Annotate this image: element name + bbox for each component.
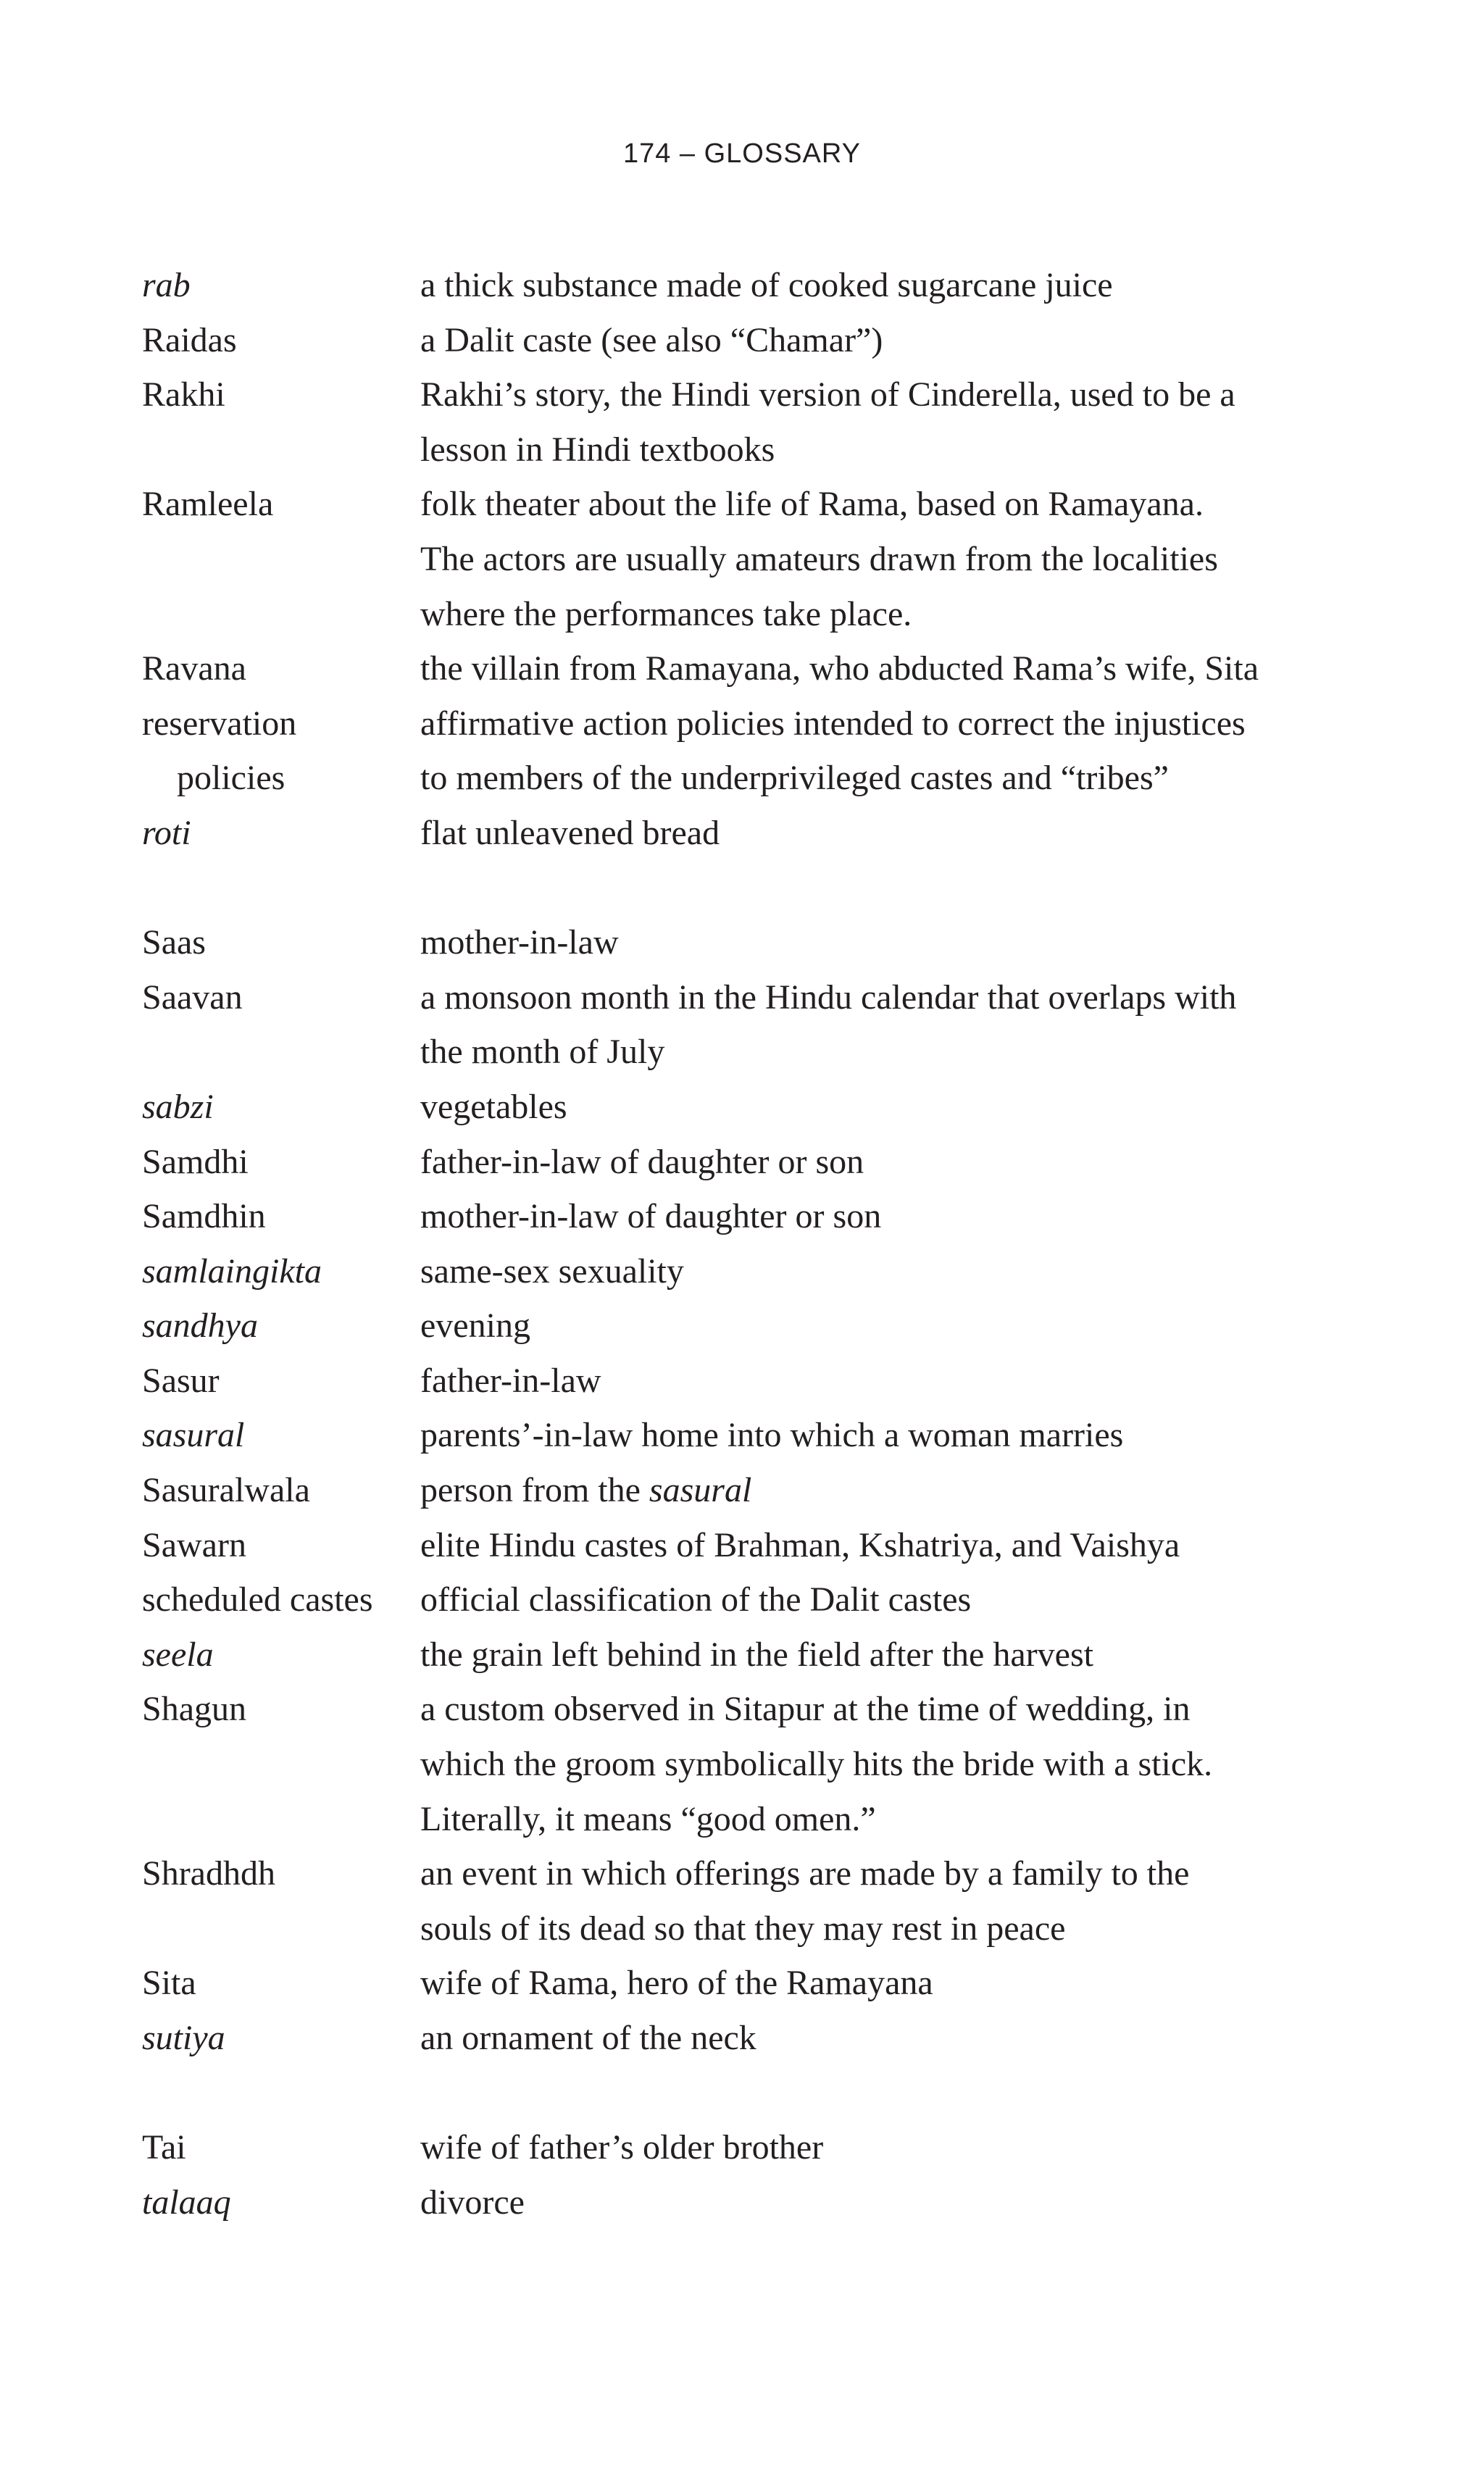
definition-italic-term: sasural	[649, 1471, 752, 1510]
definition-text: a Dalit caste (see also “Chamar”)	[420, 320, 883, 359]
glossary-definition	[420, 1354, 1345, 1409]
definition-text: official classification of the Dalit castes	[420, 1580, 972, 1619]
definition-text: a thick substance made of cooked sugarcane juice	[420, 266, 1113, 304]
definition-line	[420, 313, 1345, 368]
glossary-definition	[420, 1080, 1345, 1135]
definition-text: the grain left behind in the field after the harvest	[420, 1635, 1093, 1674]
glossary-term	[142, 970, 420, 1025]
definition-text: souls of its dead so that they may rest in peace	[420, 1909, 1066, 1948]
glossary-definition	[420, 696, 1345, 806]
glossary-definition	[420, 1682, 1345, 1846]
definition-text: Rakhi’s story, the Hindi version of Cinderella, used to be a	[420, 375, 1235, 414]
definition-line	[420, 696, 1345, 751]
glossary-term-text: Saas	[142, 923, 206, 962]
definition-text: father-in-law	[420, 1361, 601, 1400]
glossary-term	[142, 1244, 420, 1299]
definition-text: wife of father’s older brother	[420, 2128, 824, 2167]
definition-line	[420, 1354, 1345, 1409]
definition-line	[420, 1792, 1345, 1847]
definition-line	[420, 1572, 1345, 1627]
glossary-term	[142, 367, 420, 422]
definition-text: an ornament of the neck	[420, 2019, 756, 2057]
definition-line	[420, 2175, 1345, 2230]
definition-text: flat unleavened bread	[420, 813, 720, 852]
glossary-term-text: rab	[142, 266, 191, 304]
glossary-entry	[142, 1518, 1345, 1573]
glossary-term	[142, 1846, 420, 1901]
definition-line	[420, 1518, 1345, 1573]
glossary-term	[142, 806, 420, 861]
glossary-term	[142, 1682, 420, 1737]
glossary-list	[142, 258, 1345, 2230]
definition-line	[420, 532, 1345, 587]
definition-line	[420, 1956, 1345, 2011]
glossary-entry	[142, 313, 1345, 368]
glossary-term-text: Rakhi	[142, 375, 225, 414]
glossary-term-text: seela	[142, 1635, 214, 1674]
glossary-entry	[142, 1244, 1345, 1299]
definition-text: elite Hindu castes of Brahman, Kshatriya, and Vaishya	[420, 1525, 1180, 1564]
glossary-definition	[420, 1135, 1345, 1190]
glossary-definition	[420, 258, 1345, 313]
definition-text: an event in which offerings are made by a family to the	[420, 1854, 1190, 1893]
glossary-term	[142, 2175, 420, 2230]
glossary-term	[142, 2011, 420, 2066]
definition-text: mother-in-law	[420, 923, 619, 962]
glossary-definition	[420, 1298, 1345, 1354]
glossary-definition	[420, 1463, 1345, 1518]
definition-text: where the performances take place.	[420, 594, 912, 633]
glossary-term-text: roti	[142, 813, 191, 852]
glossary-term	[142, 1627, 420, 1683]
definition-text: vegetables	[420, 1087, 567, 1126]
glossary-entry	[142, 1080, 1345, 1135]
definition-line	[420, 1189, 1345, 1244]
glossary-term-text: talaaq	[142, 2182, 231, 2222]
definition-text: father-in-law of daughter or son	[420, 1142, 864, 1181]
glossary-term-text: sandhya	[142, 1306, 258, 1346]
definition-line	[420, 2011, 1345, 2066]
glossary-definition	[420, 1956, 1345, 2011]
glossary-definition	[420, 477, 1345, 641]
glossary-term	[142, 258, 420, 313]
glossary-term-text: Saavan	[142, 977, 243, 1017]
glossary-term	[142, 1135, 420, 1190]
glossary-entry	[142, 641, 1345, 696]
glossary-entry	[142, 1846, 1345, 1956]
glossary-definition	[420, 313, 1345, 368]
glossary-term	[142, 1298, 420, 1354]
glossary-definition	[420, 970, 1345, 1080]
glossary-term	[142, 1189, 420, 1244]
definition-line	[420, 1025, 1345, 1080]
glossary-term-text: Tai	[142, 2128, 186, 2167]
glossary-term-text: Samdhin	[142, 1197, 266, 1236]
definition-text: same-sex sexuality	[420, 1251, 684, 1291]
glossary-definition	[420, 1572, 1345, 1627]
definition-line	[420, 1682, 1345, 1737]
glossary-term	[142, 696, 420, 806]
glossary-term	[142, 1463, 420, 1518]
definition-line	[420, 1846, 1345, 1901]
glossary-definition	[420, 915, 1345, 970]
definition-line	[420, 1298, 1345, 1354]
glossary-entry	[142, 1627, 1345, 1683]
definition-line	[420, 1737, 1345, 1792]
glossary-group	[142, 915, 1345, 2065]
definition-line	[420, 1627, 1345, 1683]
glossary-entry	[142, 367, 1345, 477]
glossary-entry	[142, 1463, 1345, 1518]
glossary-definition	[420, 1518, 1345, 1573]
glossary-entry	[142, 1135, 1345, 1190]
glossary-term	[142, 1354, 420, 1409]
glossary-term-text: sasural	[142, 1416, 245, 1455]
glossary-term-text: Shagun	[142, 1690, 246, 1729]
definition-text: person from the	[420, 1471, 649, 1510]
definition-line	[420, 587, 1345, 642]
definition-text: a monsoon month in the Hindu calendar that overlaps with	[420, 977, 1237, 1017]
glossary-term-text: Sasur	[142, 1361, 220, 1400]
glossary-definition	[420, 367, 1345, 477]
definition-text: lesson in Hindi textbooks	[420, 430, 775, 469]
glossary-term-text: sabzi	[142, 1087, 214, 1126]
definition-text: mother-in-law of daughter or son	[420, 1197, 882, 1236]
glossary-term	[142, 313, 420, 368]
glossary-entry	[142, 970, 1345, 1080]
definition-text: divorce	[420, 2182, 525, 2222]
glossary-entry	[142, 1956, 1345, 2011]
definition-line	[420, 641, 1345, 696]
glossary-group	[142, 2120, 1345, 2230]
definition-line	[420, 367, 1345, 422]
glossary-term-continuation: policies	[177, 759, 285, 798]
definition-line	[420, 806, 1345, 861]
definition-text: the villain from Ramayana, who abducted Rama’s wife, Sita	[420, 649, 1259, 688]
glossary-entry	[142, 2011, 1345, 2066]
definition-text: Literally, it means “good omen.”	[420, 1799, 876, 1838]
glossary-term-text: Sita	[142, 1964, 196, 2003]
glossary-definition	[420, 1244, 1345, 1299]
definition-line	[420, 1463, 1345, 1518]
glossary-term-text: Samdhi	[142, 1142, 249, 1181]
definition-line	[420, 751, 1345, 806]
glossary-term	[142, 1518, 420, 1573]
definition-line	[420, 915, 1345, 970]
glossary-entry	[142, 1189, 1345, 1244]
glossary-entry	[142, 477, 1345, 641]
glossary-group	[142, 258, 1345, 861]
glossary-term	[142, 641, 420, 696]
glossary-term-text: Ramleela	[142, 485, 274, 524]
definition-line	[420, 1080, 1345, 1135]
glossary-term	[142, 1080, 420, 1135]
glossary-term	[142, 477, 420, 532]
glossary-term	[142, 1408, 420, 1463]
glossary-entry	[142, 806, 1345, 861]
glossary-definition	[420, 2120, 1345, 2175]
glossary-term-text: Ravana	[142, 649, 246, 688]
glossary-definition	[420, 2011, 1345, 2066]
definition-text: the month of July	[420, 1033, 665, 1072]
definition-text: parents’-in-law home into which a woman marries	[420, 1416, 1124, 1455]
glossary-entry	[142, 696, 1345, 806]
glossary-term-text: Raidas	[142, 320, 237, 359]
glossary-entry	[142, 2175, 1345, 2230]
glossary-term-text: scheduled castes	[142, 1580, 373, 1619]
definition-text: The actors are usually amateurs drawn from the localities	[420, 539, 1218, 578]
glossary-definition	[420, 1846, 1345, 1956]
glossary-entry	[142, 1682, 1345, 1846]
running-head: 174 – GLOSSARY	[622, 138, 862, 169]
glossary-entry	[142, 258, 1345, 313]
glossary-definition	[420, 641, 1345, 696]
definition-text: a custom observed in Sitapur at the time of wedding, in	[420, 1690, 1191, 1729]
definition-text: to members of the underprivileged castes and “tribes”	[420, 759, 1169, 798]
glossary-term	[142, 2120, 420, 2175]
glossary-entry	[142, 1354, 1345, 1409]
definition-line	[420, 2120, 1345, 2175]
glossary-term	[142, 1956, 420, 2011]
glossary-definition	[420, 806, 1345, 861]
definition-text: evening	[420, 1306, 530, 1346]
definition-line	[420, 970, 1345, 1025]
glossary-entry	[142, 1408, 1345, 1463]
glossary-term-text: Shradhdh	[142, 1854, 275, 1893]
definition-line	[420, 1901, 1345, 1956]
glossary-term-text: samlaingikta	[142, 1251, 322, 1291]
definition-text: affirmative action policies intended to correct the injustices	[420, 704, 1246, 743]
definition-line	[420, 1244, 1345, 1299]
glossary-term-text: sutiya	[142, 2019, 225, 2057]
glossary-definition	[420, 1408, 1345, 1463]
definition-line	[420, 1408, 1345, 1463]
glossary-entry	[142, 1298, 1345, 1354]
definition-line	[420, 477, 1345, 532]
definition-text: which the groom symbolically hits the bride with a stick.	[420, 1745, 1213, 1784]
glossary-definition	[420, 1627, 1345, 1683]
glossary-term-text: reservation	[142, 704, 297, 743]
glossary-term	[142, 915, 420, 970]
glossary-term	[142, 1572, 420, 1627]
glossary-entry	[142, 2120, 1345, 2175]
definition-line	[420, 258, 1345, 313]
glossary-definition	[420, 2175, 1345, 2230]
definition-text: wife of Rama, hero of the Ramayana	[420, 1964, 933, 2003]
glossary-term-text: Sasuralwala	[142, 1471, 310, 1510]
definition-line	[420, 422, 1345, 478]
glossary-definition	[420, 1189, 1345, 1244]
glossary-entry	[142, 915, 1345, 970]
glossary-entry	[142, 1572, 1345, 1627]
definition-text: folk theater about the life of Rama, based on Ramayana.	[420, 485, 1204, 524]
definition-line	[420, 1135, 1345, 1190]
glossary-term-text: Sawarn	[142, 1525, 246, 1564]
